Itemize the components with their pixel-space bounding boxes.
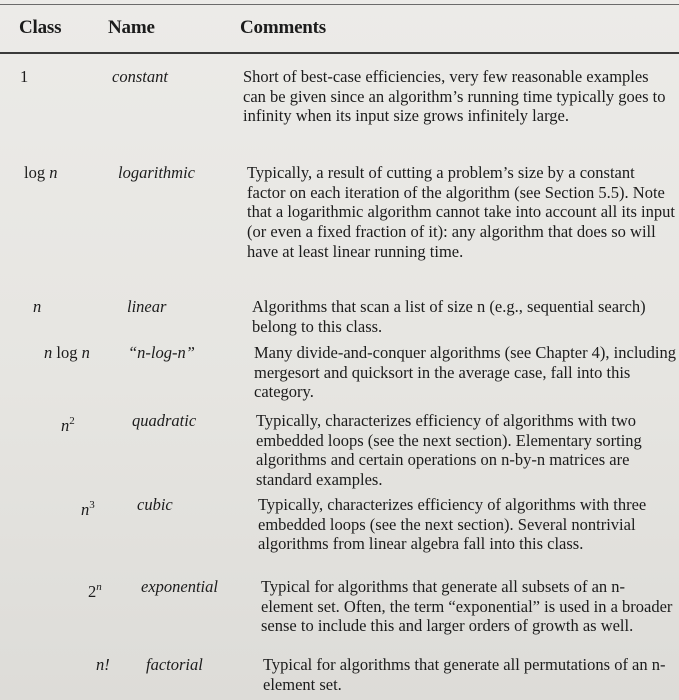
- header-comments: Comments: [240, 17, 326, 38]
- header-name: Name: [108, 17, 155, 38]
- row-1-comment: Short of best-case efficiencies, very few reasonable examples can be given since an algorithm’s running time typically goes to infinity when its input size grows infinitely large.: [243, 67, 666, 126]
- row-8-class: n!: [96, 655, 110, 674]
- row-3-name: linear: [127, 297, 167, 316]
- header-rule: [0, 52, 679, 54]
- row-5-comment: Typically, characterizes efficiency of algorithms with two embedded loops (see the next section). Elementary sorting algorithms and certain operations on n-by-n matrices are standard examples.: [256, 411, 642, 490]
- row-2-name: logarithmic: [118, 163, 195, 182]
- row-3-comment: Algorithms that scan a list of size n (e.g., sequential search) belong to this class.: [252, 297, 646, 336]
- row-5-name: quadratic: [132, 411, 197, 430]
- row-5-class: $n^2$: [61, 415, 75, 435]
- row-6-class: $n^3$: [81, 499, 95, 519]
- row-1-name: constant: [112, 67, 168, 86]
- row-4-comment: Many divide-and-conquer algorithms (see Chapter 4), including mergesort and quicksort in the average case, fall into this category.: [254, 343, 677, 402]
- row-6-comment: Typically, characterizes efficiency of algorithms with three embedded loops (see the next section). Several nontrivial algorithms from linear algebra fall into this class.: [258, 495, 647, 554]
- header-class: Class: [19, 17, 62, 38]
- row-4-name: “n-log-n”: [128, 343, 195, 362]
- row-6-name: cubic: [137, 495, 173, 514]
- row-7-comment: Typical for algorithms that generate all subsets of an n-element set. Often, the term “exponential” is used in a broader sense to include this and larger orders of growth as well.: [261, 577, 673, 636]
- row-2-comment: Typically, a result of cutting a problem’s size by a constant factor on each iteration of the algorithm (see Section 5.5). Note that a logarithmic algorithm cannot take into account all its input (or even a fixed fraction of it): any algorithm that does so will have at least linear running time.: [247, 163, 675, 261]
- row-1-class: 1: [20, 67, 29, 86]
- row-8-comment: Typical for algorithms that generate all permutations of an n-element set.: [263, 655, 666, 694]
- top-rule: [0, 4, 679, 5]
- row-7-class: 2$^n$: [88, 581, 102, 601]
- row-2-class: log n: [24, 163, 58, 182]
- row-3-class: n: [33, 297, 42, 316]
- row-4-class: n log n: [44, 343, 90, 362]
- row-8-name: factorial: [146, 655, 203, 674]
- row-7-name: exponential: [141, 577, 218, 596]
